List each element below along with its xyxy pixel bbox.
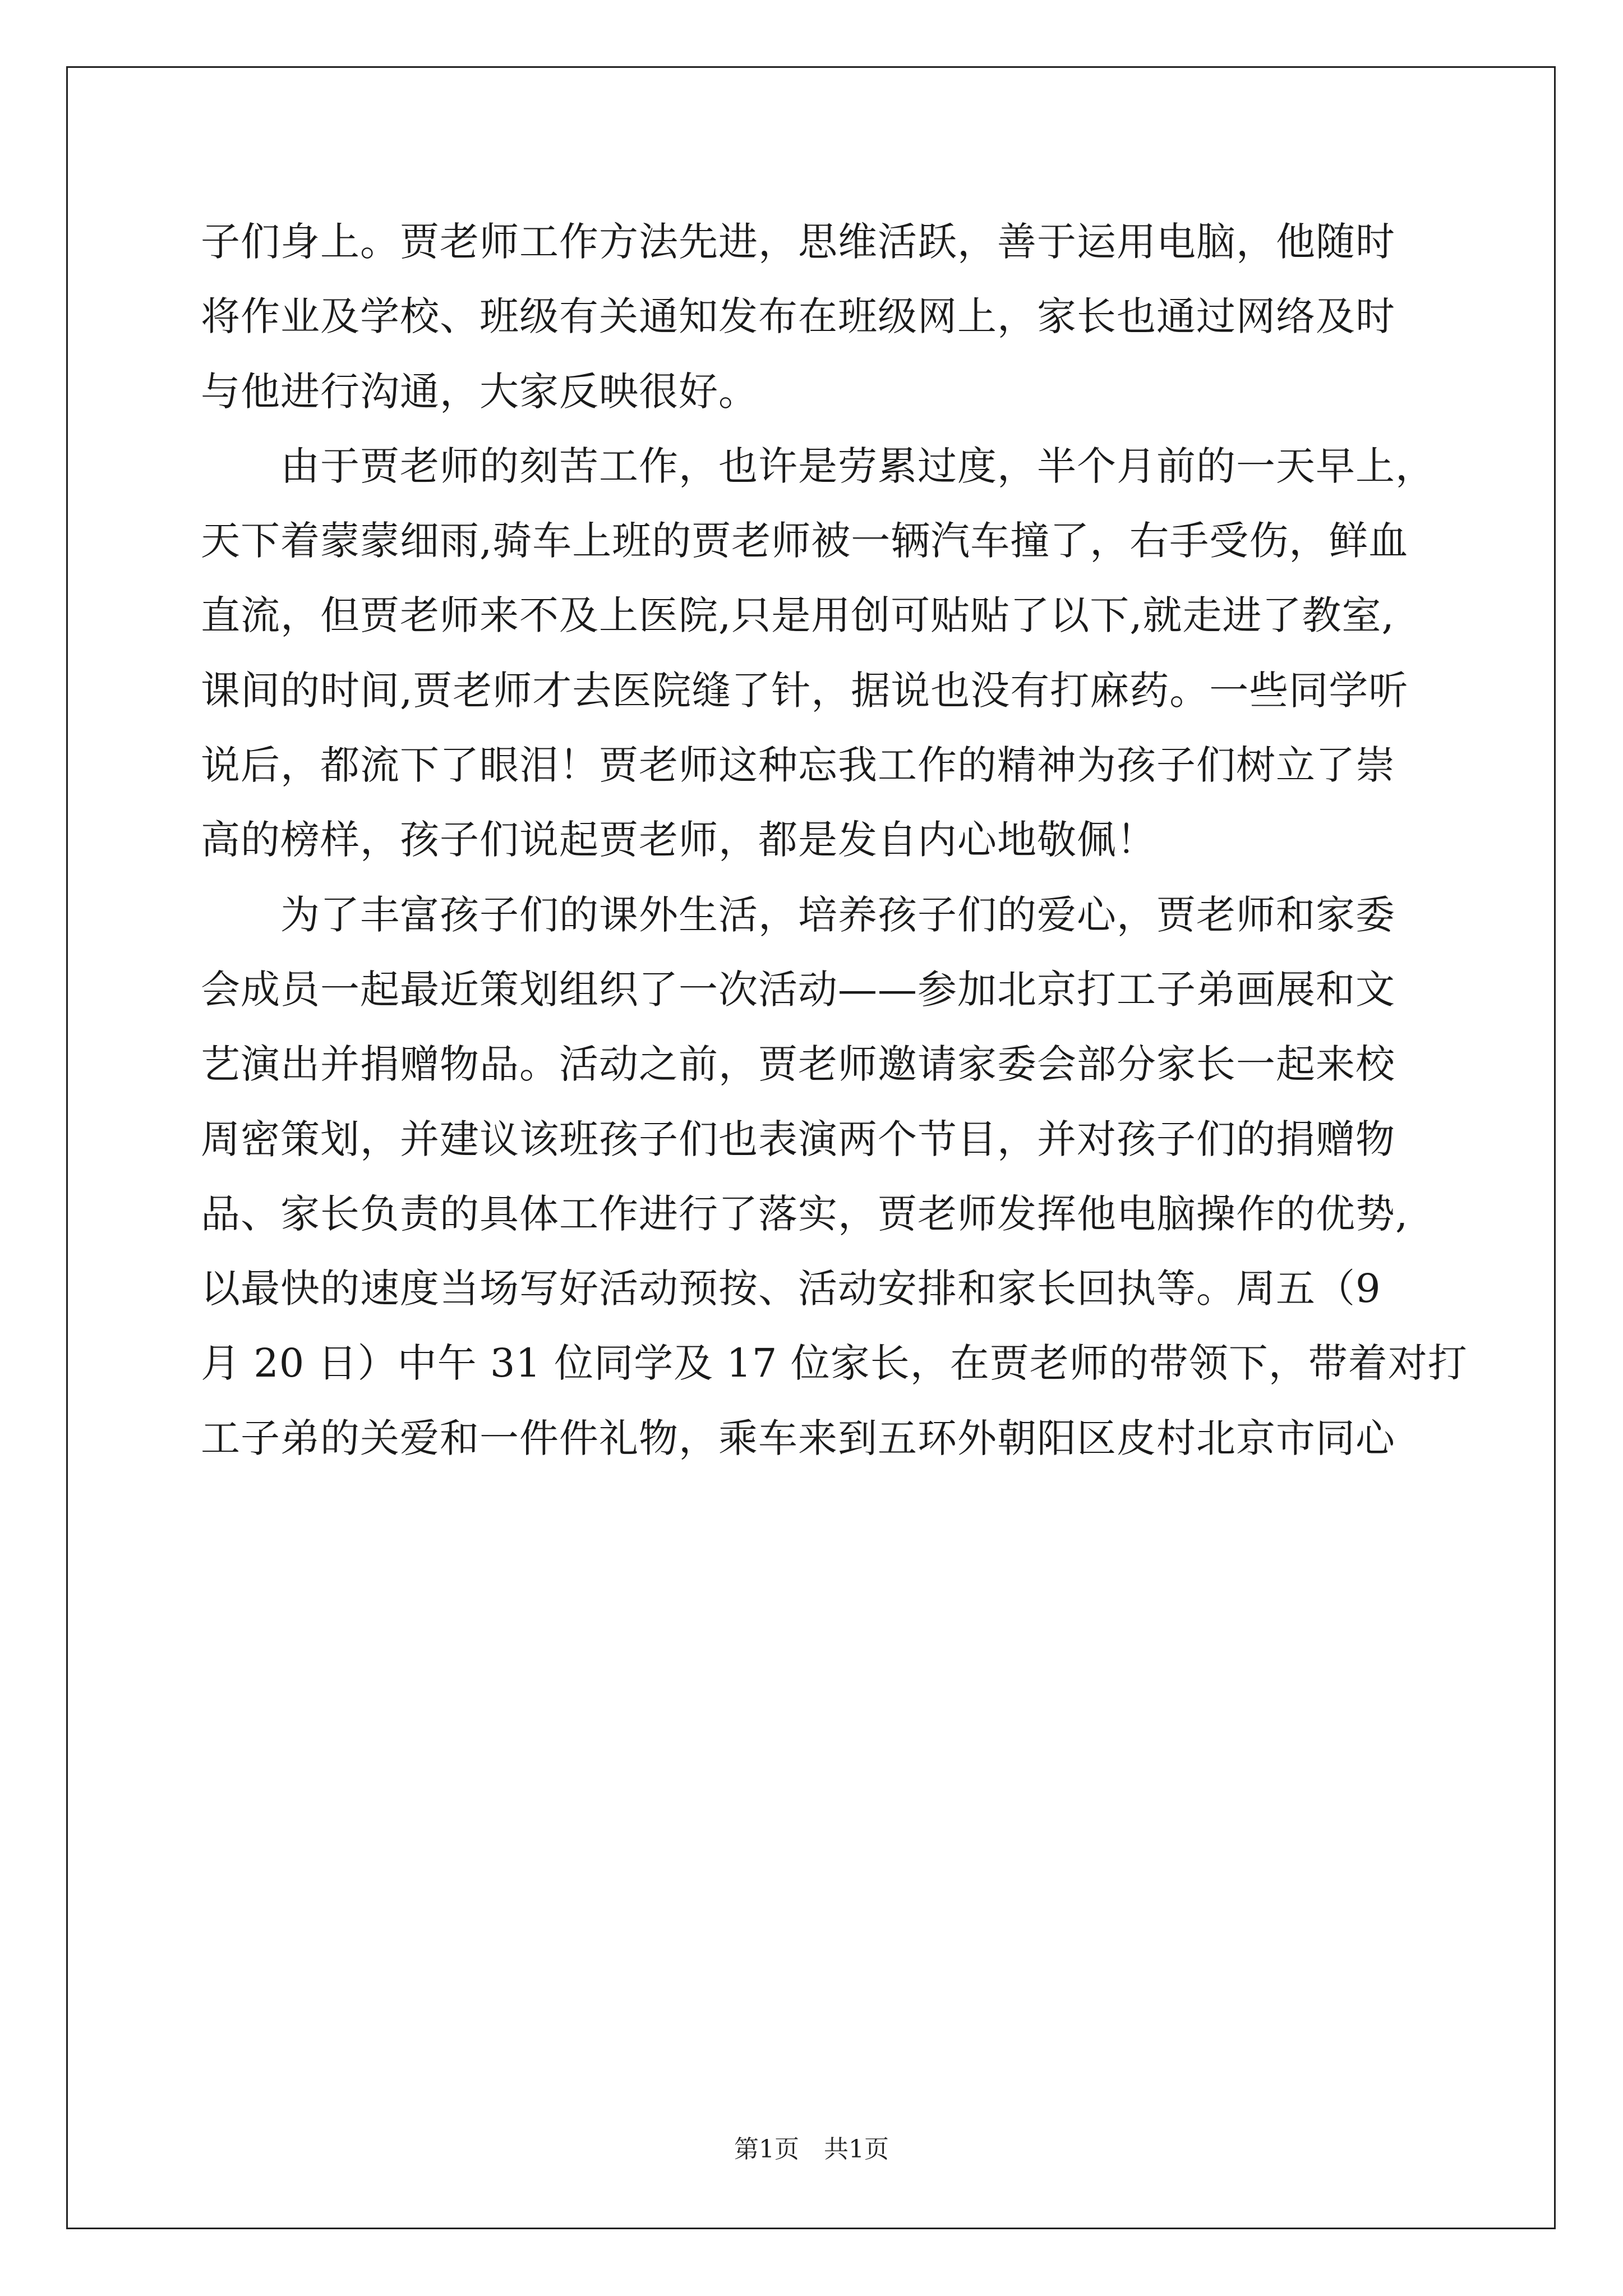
- text-line: 课间的时间,贾老师才去医院缝了针，据说也没有打麻药。一些同学听: [201, 667, 1409, 714]
- text-line: 工子弟的关爱和一件件礼物，乘车来到五环外朝阳区皮村北京市同心: [201, 1415, 1395, 1461]
- text-line: 周密策划，并建议该班孩子们也表演两个节目，并对孩子们的捐赠物: [201, 1116, 1395, 1162]
- text-line: 直流，但贾老师来不及上医院,只是用创可贴贴了以下,就走进了教室,: [201, 592, 1395, 639]
- text-line: 为了丰富孩子们的课外生活，培养孩子们的爱心，贾老师和家委: [280, 891, 1395, 938]
- text-line: 会成员一起最近策划组织了一次活动——参加北京打工子弟画展和文: [201, 966, 1395, 1013]
- text-line: 月 20 日）中午 31 位同学及 17 位家长，在贾老师的带领下，带着对打: [201, 1340, 1468, 1387]
- document-body: [201, 205, 1468, 1476]
- text-line: 天下着蒙蒙细雨,骑车上班的贾老师被一辆汽车撞了，右手受伤，鲜血: [201, 518, 1409, 564]
- page-number-footer: 第1页 共1页: [734, 2135, 889, 2164]
- text-line: 说后，都流下了眼泪！贾老师这种忘我工作的精神为孩子们树立了崇: [201, 742, 1395, 789]
- text-line: 将作业及学校、班级有关通知发布在班级网上，家长也通过网络及时: [201, 293, 1395, 340]
- text-line: 子们身上。贾老师工作方法先进，思维活跃，善于运用电脑，他随时: [201, 219, 1395, 265]
- text-line: 由于贾老师的刻苦工作，也许是劳累过度，半个月前的一天早上，: [280, 443, 1435, 489]
- text-line: 以最快的速度当场写好活动预按、活动安排和家长回执等。周五（9: [201, 1266, 1381, 1312]
- text-line: 品、家长负责的具体工作进行了落实，贾老师发挥他电脑操作的优势,: [201, 1190, 1409, 1237]
- text-line: 与他进行沟通，大家反映很好。: [201, 368, 758, 415]
- text-line: 艺演出并捐赠物品。活动之前，贾老师邀请家委会部分家长一起来校: [201, 1041, 1395, 1088]
- text-line: 高的榜样，孩子们说起贾老师，都是发自内心地敬佩！: [201, 817, 1156, 863]
